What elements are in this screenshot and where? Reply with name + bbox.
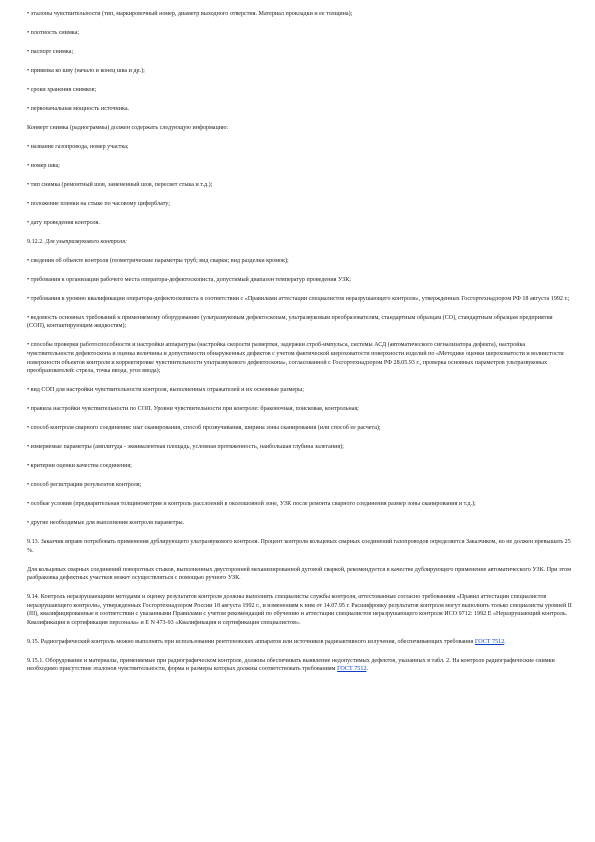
paragraph	[27, 238, 572, 247]
paragraph	[27, 295, 572, 304]
paragraph	[27, 462, 572, 471]
paragraph-text: • дату проведения контроля.	[27, 219, 101, 226]
paragraph-text: • измеряемые параметры (амплитуда - эквивалентная площадь, условная протяженность, наибольшая глубина залегания);	[27, 444, 344, 451]
paragraph	[27, 257, 572, 266]
paragraph	[27, 519, 572, 528]
paragraph-text: .	[504, 638, 506, 645]
paragraph-text: Конверт снимка (радиограммы) должен содержать следующую информацию:	[27, 124, 229, 131]
paragraph-text: • паспорт снимка;	[27, 48, 74, 55]
paragraph-text: • требования к уровню квалификации оператора-дефектоскописта в соответствии с «Правилами аттестации специалистов неразрушающего контроля», утвержденных Госгортехнадзором РФ 18 августа 1992 г.;	[27, 295, 570, 302]
paragraph	[27, 10, 572, 19]
paragraph	[27, 657, 572, 674]
paragraph-text: • критерии оценки качества соединения;	[27, 463, 132, 470]
paragraph-text: • положение пленки на стыке по часовому циферблату;	[27, 200, 170, 207]
paragraph	[27, 29, 572, 38]
paragraph-text: • эталоны чувствительности (тип, маркировочный номер, диаметр выходного отверстия. Материал прокладки и ее толщина);	[27, 11, 353, 17]
paragraph-text: Для кольцевых сварных соединений поворотных стыков, выполненных двусторонней механизированной дуговой сваркой, рекомендуется в качестве дублирующего применение автоматического УЗК. При этом разбраковка дефектных участков может осуществляться с помощью ручного УЗК.	[27, 566, 571, 582]
paragraph	[27, 48, 572, 57]
paragraph-text: • тип снимка (ремонтный шов, замененный шов, пересвет стыка и т.д.);	[27, 181, 213, 188]
paragraph-text: • вид СОП для настройки чувствительности контроля, выполненных отражателей и их основные размеры;	[27, 387, 304, 394]
paragraph-text: • номер шва;	[27, 162, 60, 169]
paragraph-text: • ведомость основных требований к применяемому оборудованию (ультразвуковым дефектоскопам, ультразвуковым преобразователям, стандартным образцам (СО), стандартным образцам предприятия (СОП), контактирующим жидкостям);	[27, 314, 553, 330]
paragraph-text: • требования к организации рабочего места оператора-дефектоскописта, допустимый диапазон температур проведения УЗК;	[27, 276, 351, 283]
paragraph	[27, 162, 572, 171]
paragraph	[27, 105, 572, 114]
paragraph-text: • плотность снимка;	[27, 29, 80, 36]
paragraph-text: .	[366, 666, 368, 673]
document-page	[27, 10, 572, 684]
paragraph	[27, 443, 572, 452]
paragraph-text: 9.13. Заказчик вправе потребовать применения дублирующего ультразвукового контроля. Процент контроля кольцевых сварных соединений газопроводов определяется Заказчиком, но не должен превышать 25 %.	[27, 538, 571, 554]
paragraph	[27, 566, 572, 583]
paragraph-text: • сведения об объекте контроля (геометрические параметры труб; вид сварки; вид разделки кромок);	[27, 257, 289, 264]
paragraph-text: • правила настройки чувствительности по СОП. Уровни чувствительности при контроле: браковочная, поисковая, контрольная;	[27, 406, 359, 413]
paragraph	[27, 276, 572, 285]
paragraph	[27, 86, 572, 95]
paragraph	[27, 124, 572, 133]
gost-link[interactable]: ГОСТ 7512	[474, 638, 505, 645]
paragraph-text: • способы проверки работоспособности и настройки аппаратуры (настройка скорости развертки, задержки строб-импульса, системы АСД (автоматического сигнализатора дефекта), настройка чувствительности дефектоскопа и оценка величины и допустимости обнаруженных дефектов с учетом фактической шероховатости поверхности изделий по «Методике оценки шероховатости и волнистости поверхности объектов контроля и корректировке чувствительности ультразвукового дефектоскопа», согласованной с Госгортехнадзором РФ 28.05.93 г., проверка основных параметров ультразвуковых преобразователей: стрела, точка ввода, угол ввода);	[27, 342, 564, 375]
paragraph	[27, 386, 572, 395]
paragraph	[27, 341, 572, 375]
paragraph-text: • сроки хранения снимков;	[27, 86, 97, 93]
paragraph-text: • другие необходимые для выполнения контроля параметры.	[27, 519, 185, 526]
paragraph-text: • особые условия (предварительная толщинометрия и контроль расслоений в околошовной зоне, УЗК после ремонта сварного соединения размер зоны сканирования и т.д.);	[27, 501, 476, 507]
paragraph	[27, 219, 572, 228]
paragraph-text: 9.12.2.	[27, 238, 46, 245]
italic-text: Для ультразвукового контроля:	[45, 238, 128, 245]
paragraph	[27, 538, 572, 555]
paragraph	[27, 424, 572, 433]
paragraph	[27, 638, 572, 647]
paragraph	[27, 314, 572, 331]
paragraph-text: • способ регистрации результатов контроля;	[27, 482, 142, 489]
paragraph	[27, 500, 572, 509]
paragraph-text: 9.14. Контроль неразрушающими методами и оценку результатов контроля должны выполнять специалисты службы контроля, аттестованные согласно требованиям «Правил аттестации специалистов неразрушающего контроля», утвержденных Госгортехнадзором России 18 августа 1992 г., и изменениям к ним от 14.07.95 г. Расшифровку результатов контроля могут выполнять только специалисты уровней II (III), квалифицированные в соответствии с указанными Правилами с учетом рекомендаций по обучению и аттестации специалистов неразрушающего контроля ИСО 9712: 1992 Е «Неразрушающий контроль. Квалификация и сертификация персонала» и Е N 473-93 «Квалификация и сертификация специалистов».	[27, 594, 572, 626]
paragraph-text: • название газопровода, номер участка;	[27, 143, 129, 150]
paragraph	[27, 200, 572, 209]
paragraph-text: 9.15. Радиографический контроль можно выполнять при использовании рентгеновских аппаратов или источников радиоактивного излучения, обеспечивающих требования	[27, 638, 475, 645]
paragraph-text: • способ контроля сварного соединения: шаг сканирования, способ прозвучивания, ширина зоны сканирования (или способ ее расчета);	[27, 425, 381, 432]
paragraph	[27, 143, 572, 152]
paragraph	[27, 593, 572, 627]
paragraph	[27, 181, 572, 190]
gost-link[interactable]: ГОСТ 7512	[337, 666, 367, 673]
paragraph-text: • первоначальная мощность источника.	[27, 105, 130, 112]
paragraph	[27, 481, 572, 490]
paragraph	[27, 67, 572, 76]
paragraph-text: • привязка ко шву (начало и конец шва и др.);	[27, 67, 145, 74]
paragraph	[27, 405, 572, 414]
paragraph-text: 9.15.1. Оборудование и материалы, применяемые при радиографическом контроле, должны обеспечивать выявление недопустимых дефектов, указанных в табл. 2. На контроле радиографические снимки необходимо присутствие эталонов чувствительности, форма и размеры которых должны соответствовать требованиям	[27, 657, 555, 673]
